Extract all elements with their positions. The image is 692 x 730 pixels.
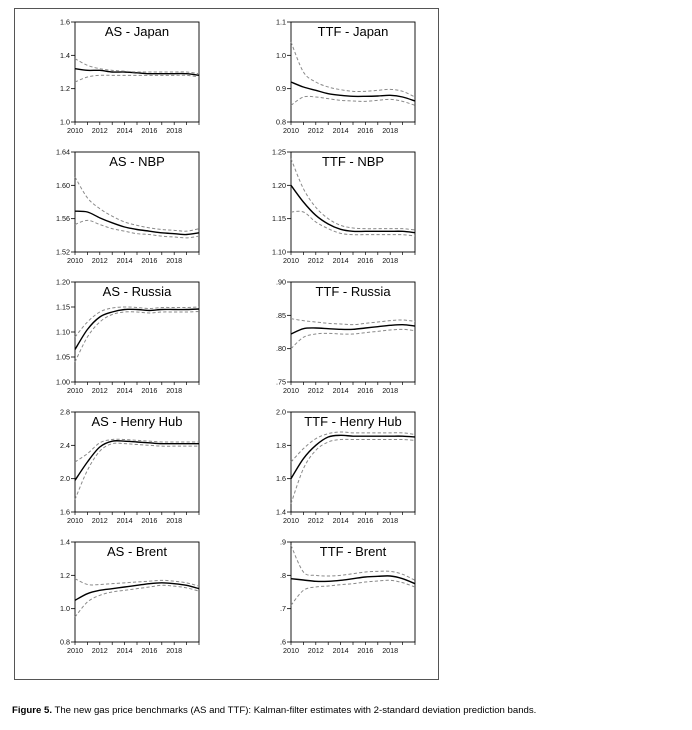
y-tick-label-as-japan: 1.2	[60, 84, 70, 94]
x-tick-label-ttf-japan: 2012	[307, 126, 324, 135]
x-tick-label-as-brent: 2012	[91, 646, 108, 655]
y-tick-label-as-brent: 0.8	[60, 637, 70, 647]
y-tick-label-as-henry-hub: 2.8	[60, 407, 70, 417]
y-tick-label-as-japan: 1.0	[60, 117, 70, 127]
x-tick-label-ttf-japan: 2014	[332, 126, 349, 135]
x-tick-label-ttf-brent: 2010	[283, 646, 299, 655]
y-tick-label-ttf-nbp: 1.15	[272, 214, 286, 224]
x-tick-label-ttf-nbp: 2014	[332, 256, 349, 265]
x-tick-label-as-henry-hub: 2010	[67, 516, 83, 525]
y-tick-label-ttf-japan: 1.0	[276, 50, 286, 60]
y-tick-label-ttf-henry-hub: 1.4	[276, 507, 286, 517]
series-upper-band-ttf-russia	[291, 319, 415, 325]
x-tick-label-as-japan: 2016	[141, 126, 158, 135]
y-tick-label-as-henry-hub: 2.0	[60, 474, 70, 484]
y-tick-label-as-nbp: 1.64	[56, 147, 70, 157]
x-tick-label-ttf-nbp: 2010	[283, 256, 299, 265]
x-tick-label-ttf-nbp: 2016	[357, 256, 374, 265]
x-tick-label-ttf-brent: 2014	[332, 646, 349, 655]
y-tick-label-as-henry-hub: 1.6	[60, 507, 70, 517]
panel-title-as-henry-hub: AS - Henry Hub	[91, 414, 183, 429]
x-tick-label-ttf-brent: 2016	[357, 646, 374, 655]
panel-as-japan	[60, 18, 199, 136]
y-tick-label-ttf-japan: 1.1	[276, 17, 286, 27]
x-tick-label-as-nbp: 2016	[141, 256, 158, 265]
y-tick-label-ttf-japan: 0.9	[276, 84, 286, 94]
figure-caption	[12, 705, 688, 716]
x-tick-label-ttf-russia: 2018	[382, 386, 399, 395]
x-tick-label-ttf-henry-hub: 2018	[382, 516, 399, 525]
series-upper-band-as-japan	[75, 59, 199, 74]
figure-caption-text: The new gas price benchmarks (AS and TTF): Kalman-filter estimates with 2-standard deviation prediction bands.	[51, 705, 537, 716]
panel-ttf-nbp	[272, 148, 415, 266]
x-tick-label-ttf-henry-hub: 2016	[357, 516, 374, 525]
x-tick-label-as-nbp: 2012	[91, 256, 108, 265]
x-tick-label-as-henry-hub: 2012	[91, 516, 108, 525]
y-tick-label-as-brent: 1.0	[60, 604, 70, 614]
x-tick-label-as-russia: 2018	[166, 386, 183, 395]
x-tick-label-ttf-russia: 2016	[357, 386, 374, 395]
x-tick-label-as-nbp: 2018	[166, 256, 183, 265]
panel-title-as-brent: AS - Brent	[107, 544, 167, 559]
x-tick-label-as-japan: 2012	[91, 126, 108, 135]
series-estimate-as-brent	[75, 583, 199, 601]
y-tick-label-as-russia: 1.00	[56, 377, 70, 387]
panel-title-as-japan: AS - Japan	[104, 24, 170, 39]
series-lower-band-as-japan	[75, 75, 199, 82]
series-upper-band-ttf-nbp	[291, 159, 415, 230]
y-tick-label-ttf-henry-hub: 1.6	[276, 474, 286, 484]
x-tick-label-as-henry-hub: 2014	[116, 516, 133, 525]
panel-title-ttf-henry-hub: TTF - Henry Hub	[304, 414, 402, 429]
x-tick-label-as-henry-hub: 2016	[141, 516, 158, 525]
y-tick-label-ttf-nbp: 1.25	[272, 147, 286, 157]
x-tick-label-ttf-japan: 2018	[382, 126, 399, 135]
series-estimate-as-japan	[75, 69, 199, 76]
panel-ttf-russia	[276, 278, 415, 396]
panel-title-as-russia: AS - Russia	[102, 284, 172, 299]
x-tick-label-ttf-henry-hub: 2014	[332, 516, 349, 525]
series-lower-band-as-brent	[75, 585, 199, 617]
y-tick-label-as-brent: 1.4	[60, 537, 70, 547]
x-tick-label-as-japan: 2018	[166, 126, 183, 135]
y-tick-label-ttf-russia: .80	[276, 344, 286, 354]
series-lower-band-as-russia	[75, 312, 199, 363]
y-tick-label-ttf-brent: .8	[280, 570, 286, 580]
x-tick-label-ttf-japan: 2010	[283, 126, 299, 135]
series-upper-band-as-nbp	[75, 177, 199, 231]
y-tick-label-as-nbp: 1.60	[56, 180, 70, 190]
series-lower-band-ttf-nbp	[291, 211, 415, 236]
x-tick-label-as-henry-hub: 2018	[166, 516, 183, 525]
x-tick-label-ttf-russia: 2014	[332, 386, 349, 395]
x-tick-label-as-brent: 2014	[116, 646, 133, 655]
panel-ttf-japan	[276, 18, 415, 136]
y-tick-label-as-brent: 1.2	[60, 570, 70, 580]
y-tick-label-as-russia: 1.20	[56, 277, 70, 287]
series-lower-band-ttf-japan	[291, 96, 415, 105]
panel-as-henry-hub	[60, 408, 199, 526]
y-tick-label-ttf-russia: .90	[276, 277, 286, 287]
x-tick-label-ttf-russia: 2012	[307, 386, 324, 395]
y-tick-label-as-russia: 1.05	[56, 352, 70, 362]
y-tick-label-ttf-brent: .6	[280, 637, 286, 647]
x-tick-label-as-russia: 2010	[67, 386, 83, 395]
series-lower-band-ttf-brent	[291, 580, 415, 605]
y-tick-label-as-nbp: 1.52	[56, 247, 70, 257]
y-tick-label-as-russia: 1.15	[56, 302, 70, 312]
panel-title-ttf-japan: TTF - Japan	[317, 24, 389, 39]
x-tick-label-as-japan: 2010	[67, 126, 83, 135]
y-tick-label-ttf-japan: 0.8	[276, 117, 286, 127]
y-tick-label-ttf-russia: .75	[276, 377, 286, 387]
y-tick-label-ttf-nbp: 1.10	[272, 247, 286, 257]
figure-caption-lead: Figure 5.	[12, 705, 52, 716]
y-tick-label-ttf-russia: .85	[276, 310, 286, 320]
y-tick-label-ttf-henry-hub: 2.0	[276, 407, 286, 417]
panel-title-ttf-brent: TTF - Brent	[319, 544, 387, 559]
panel-ttf-henry-hub	[276, 408, 415, 526]
x-tick-label-ttf-henry-hub: 2010	[283, 516, 299, 525]
x-tick-label-as-brent: 2016	[141, 646, 158, 655]
x-tick-label-as-brent: 2010	[67, 646, 83, 655]
y-tick-label-as-japan: 1.4	[60, 50, 70, 60]
x-tick-label-ttf-japan: 2016	[357, 126, 374, 135]
x-tick-label-as-nbp: 2010	[67, 256, 83, 265]
x-tick-label-ttf-henry-hub: 2012	[307, 516, 324, 525]
y-tick-label-as-russia: 1.10	[56, 327, 70, 337]
y-tick-label-as-henry-hub: 2.4	[60, 440, 70, 450]
x-tick-label-ttf-nbp: 2018	[382, 256, 399, 265]
x-tick-label-as-russia: 2016	[141, 386, 158, 395]
y-tick-label-ttf-brent: .7	[280, 604, 286, 614]
y-tick-label-ttf-nbp: 1.20	[272, 180, 286, 190]
series-lower-band-ttf-henry-hub	[291, 439, 415, 503]
panel-title-as-nbp: AS - NBP	[109, 154, 165, 169]
x-tick-label-ttf-brent: 2012	[307, 646, 324, 655]
y-tick-label-ttf-henry-hub: 1.8	[276, 440, 286, 450]
x-tick-label-ttf-russia: 2010	[283, 386, 299, 395]
x-tick-label-as-russia: 2014	[116, 386, 133, 395]
panel-title-ttf-russia: TTF - Russia	[315, 284, 391, 299]
panel-as-brent	[60, 538, 199, 656]
panel-as-russia	[56, 278, 199, 396]
x-tick-label-as-russia: 2012	[91, 386, 108, 395]
x-tick-label-as-brent: 2018	[166, 646, 183, 655]
series-estimate-ttf-brent	[291, 576, 415, 584]
panel-as-nbp	[56, 148, 199, 266]
y-tick-label-ttf-brent: .9	[280, 537, 286, 547]
panel-title-ttf-nbp: TTF - NBP	[321, 154, 385, 169]
y-tick-label-as-nbp: 1.56	[56, 214, 70, 224]
x-tick-label-ttf-brent: 2018	[382, 646, 399, 655]
series-estimate-as-russia	[75, 309, 199, 350]
panel-ttf-brent	[280, 538, 415, 656]
series-lower-band-ttf-russia	[291, 329, 415, 348]
x-tick-label-as-japan: 2014	[116, 126, 133, 135]
y-tick-label-as-japan: 1.6	[60, 17, 70, 27]
series-estimate-ttf-nbp	[291, 185, 415, 232]
series-lower-band-as-henry-hub	[75, 443, 199, 499]
x-tick-label-ttf-nbp: 2012	[307, 256, 324, 265]
x-tick-label-as-nbp: 2014	[116, 256, 133, 265]
